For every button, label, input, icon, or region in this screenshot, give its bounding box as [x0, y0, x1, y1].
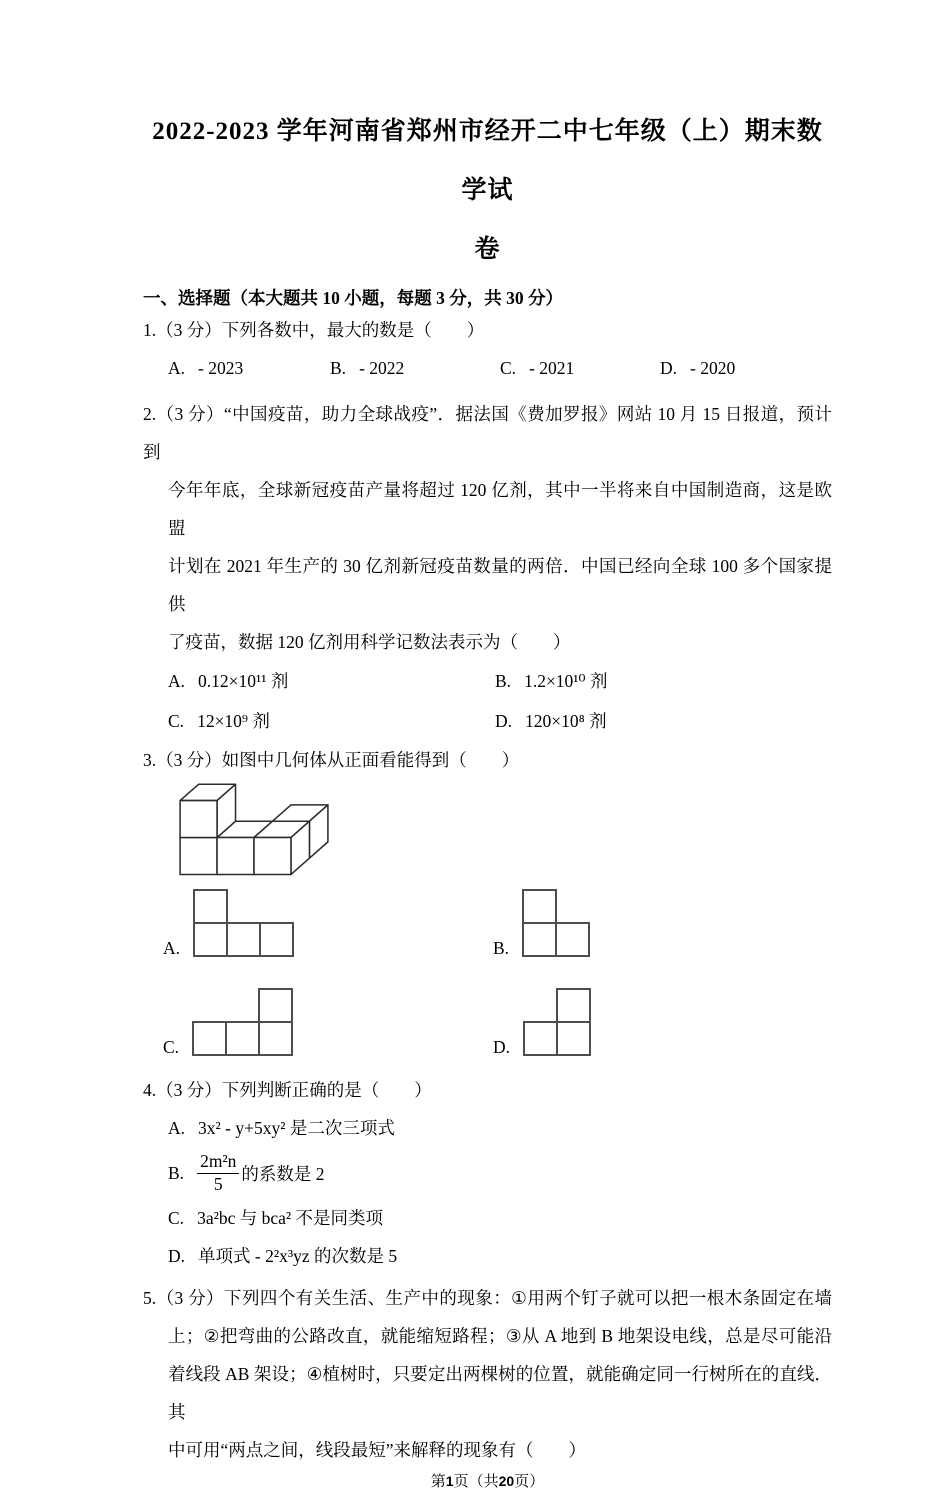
footer-middle: 页（共 [453, 1474, 499, 1490]
q2-option-d [495, 701, 832, 741]
question-4-number: 4. [143, 1080, 157, 1100]
q2-option-b [495, 661, 832, 701]
q4-option-a-text: 3x² - y+5xy² 是二次三项式 [198, 1118, 395, 1138]
q2-option-a [168, 661, 495, 701]
q3-option-c [163, 986, 493, 1057]
q4-option-d-label: D. [168, 1246, 186, 1266]
q1-option-a [168, 349, 330, 387]
q3-option-d-label: D. [493, 1037, 511, 1057]
question-3-options [143, 887, 832, 1057]
question-4-stem [143, 1071, 832, 1109]
question-5-line4: 中可用“两点之间，线段最短”来解释的现象有（ ） [168, 1440, 587, 1460]
q3-option-a-shape [192, 887, 296, 958]
question-1-number: 1. [143, 320, 157, 340]
q4-option-c [143, 1199, 832, 1237]
footer-page-number: 1 [445, 1473, 454, 1489]
q2-option-d-text: 120×10⁸ 剂 [525, 711, 607, 731]
q4-option-b-label: B. [168, 1162, 185, 1183]
footer-prefix: 第 [430, 1474, 446, 1490]
question-3-stem [143, 741, 832, 779]
q4-option-c-label: C. [168, 1208, 185, 1228]
question-1-stem [143, 311, 832, 349]
question-3-text: （3 分）如图中几何体从正面看能得到（ ） [156, 750, 520, 770]
q1-option-d-label: D. [660, 358, 678, 378]
q2-option-c [168, 701, 495, 741]
question-4 [143, 1071, 832, 1275]
q4-option-b [143, 1147, 832, 1199]
isometric-cubes-figure [168, 781, 340, 881]
q3-option-b [493, 887, 832, 958]
q1-option-c-label: C. [500, 358, 517, 378]
q1-option-d-text: - 2020 [690, 358, 736, 378]
q1-option-c-text: - 2021 [529, 358, 575, 378]
question-5-line3: 着线段 AB 架设；④植树时，只要定出两棵树的位置，就能确定同一行树所在的直线．其 [168, 1364, 832, 1422]
q2-option-a-label: A. [168, 671, 186, 691]
q1-option-b-label: B. [330, 358, 347, 378]
question-3-number: 3. [143, 750, 157, 770]
q2-option-d-label: D. [495, 711, 513, 731]
q4-option-c-text: 3a²bc 与 bca² 不是同类项 [197, 1208, 383, 1228]
q3-option-d [493, 986, 832, 1057]
q2-option-c-label: C. [168, 711, 185, 731]
question-5-line1: 5.（3 分）下列四个有关生活、生产中的现象：①用两个钉子就可以把一根木条固定在墙 [143, 1288, 832, 1308]
question-2-options [143, 661, 832, 741]
q2-option-c-text: 12×10⁹ 剂 [197, 711, 270, 731]
question-2-line4: 了疫苗，数据 120 亿剂用科学记数法表示为（ ） [168, 632, 571, 652]
q3-option-a [163, 887, 493, 958]
exam-title [143, 0, 832, 279]
q1-option-b-text: - 2022 [359, 358, 405, 378]
q3-option-a-label: A. [163, 938, 181, 958]
question-2-line2: 今年年底，全球新冠疫苗产量将超过 120 亿剂，其中一半将来自中国制造商，这是欧盟 [168, 480, 832, 538]
footer-suffix: 页） [514, 1474, 545, 1490]
q3-option-d-shape [522, 986, 593, 1057]
fraction-denominator: 5 [213, 1174, 223, 1194]
q3-option-c-shape [191, 986, 295, 1057]
q1-option-d [660, 349, 832, 387]
q4-option-a-label: A. [168, 1118, 186, 1138]
q2-option-b-label: B. [495, 671, 512, 691]
q3-option-b-shape [521, 887, 592, 958]
q1-option-a-text: - 2023 [198, 358, 244, 378]
q3-option-b-label: B. [493, 938, 510, 958]
section-1-heading: 一、选择题（本大题共 10 小题，每题 3 分，共 30 分） [143, 288, 563, 308]
question-2-line1: 2.（3 分）“中国疫苗，助力全球战疫”．据法国《费加罗报》网站 10 月 15 日报道，预计到 [143, 404, 832, 462]
question-5-line2: 上；②把弯曲的公路改直，就能缩短路程；③从 A 地到 B 地架设电线，总是尽可能沿 [168, 1326, 832, 1346]
q3-option-c-label: C. [163, 1037, 180, 1057]
question-5 [143, 1279, 832, 1469]
question-1-options [143, 349, 832, 387]
exam-title-line1: 2022-2023 学年河南省郑州市经开二中七年级（上）期末数学试 [152, 118, 823, 204]
question-4-text: （3 分）下列判断正确的是（ ） [156, 1080, 432, 1100]
footer-total-pages: 20 [498, 1473, 515, 1489]
page-footer [143, 1471, 832, 1492]
question-2 [143, 395, 832, 741]
q2-option-a-text: 0.12×10¹¹ 剂 [198, 671, 289, 691]
q4-option-d-text: 单项式 - 2²x³yz 的次数是 5 [198, 1246, 398, 1266]
question-3-figure [168, 781, 832, 881]
exam-title-line2: 卷 [474, 236, 501, 263]
question-2-line3: 计划在 2021 年生产的 30 亿剂新冠疫苗数量的两倍．中国已经向全球 100 多个国家提供 [168, 556, 832, 614]
fraction-numerator: 2m²n [197, 1151, 239, 1174]
q1-option-b [330, 349, 500, 387]
q4-option-a [143, 1109, 832, 1147]
question-1 [143, 311, 832, 387]
q4-option-d [143, 1237, 832, 1275]
q1-option-a-label: A. [168, 358, 186, 378]
q2-option-b-text: 1.2×10¹⁰ 剂 [524, 671, 608, 691]
q1-option-c [500, 349, 660, 387]
question-1-text: （3 分）下列各数中，最大的数是（ ） [156, 320, 485, 340]
question-3 [143, 741, 832, 1057]
q4-option-b-text: 的系数是 2 [241, 1163, 325, 1184]
fraction [197, 1151, 239, 1195]
